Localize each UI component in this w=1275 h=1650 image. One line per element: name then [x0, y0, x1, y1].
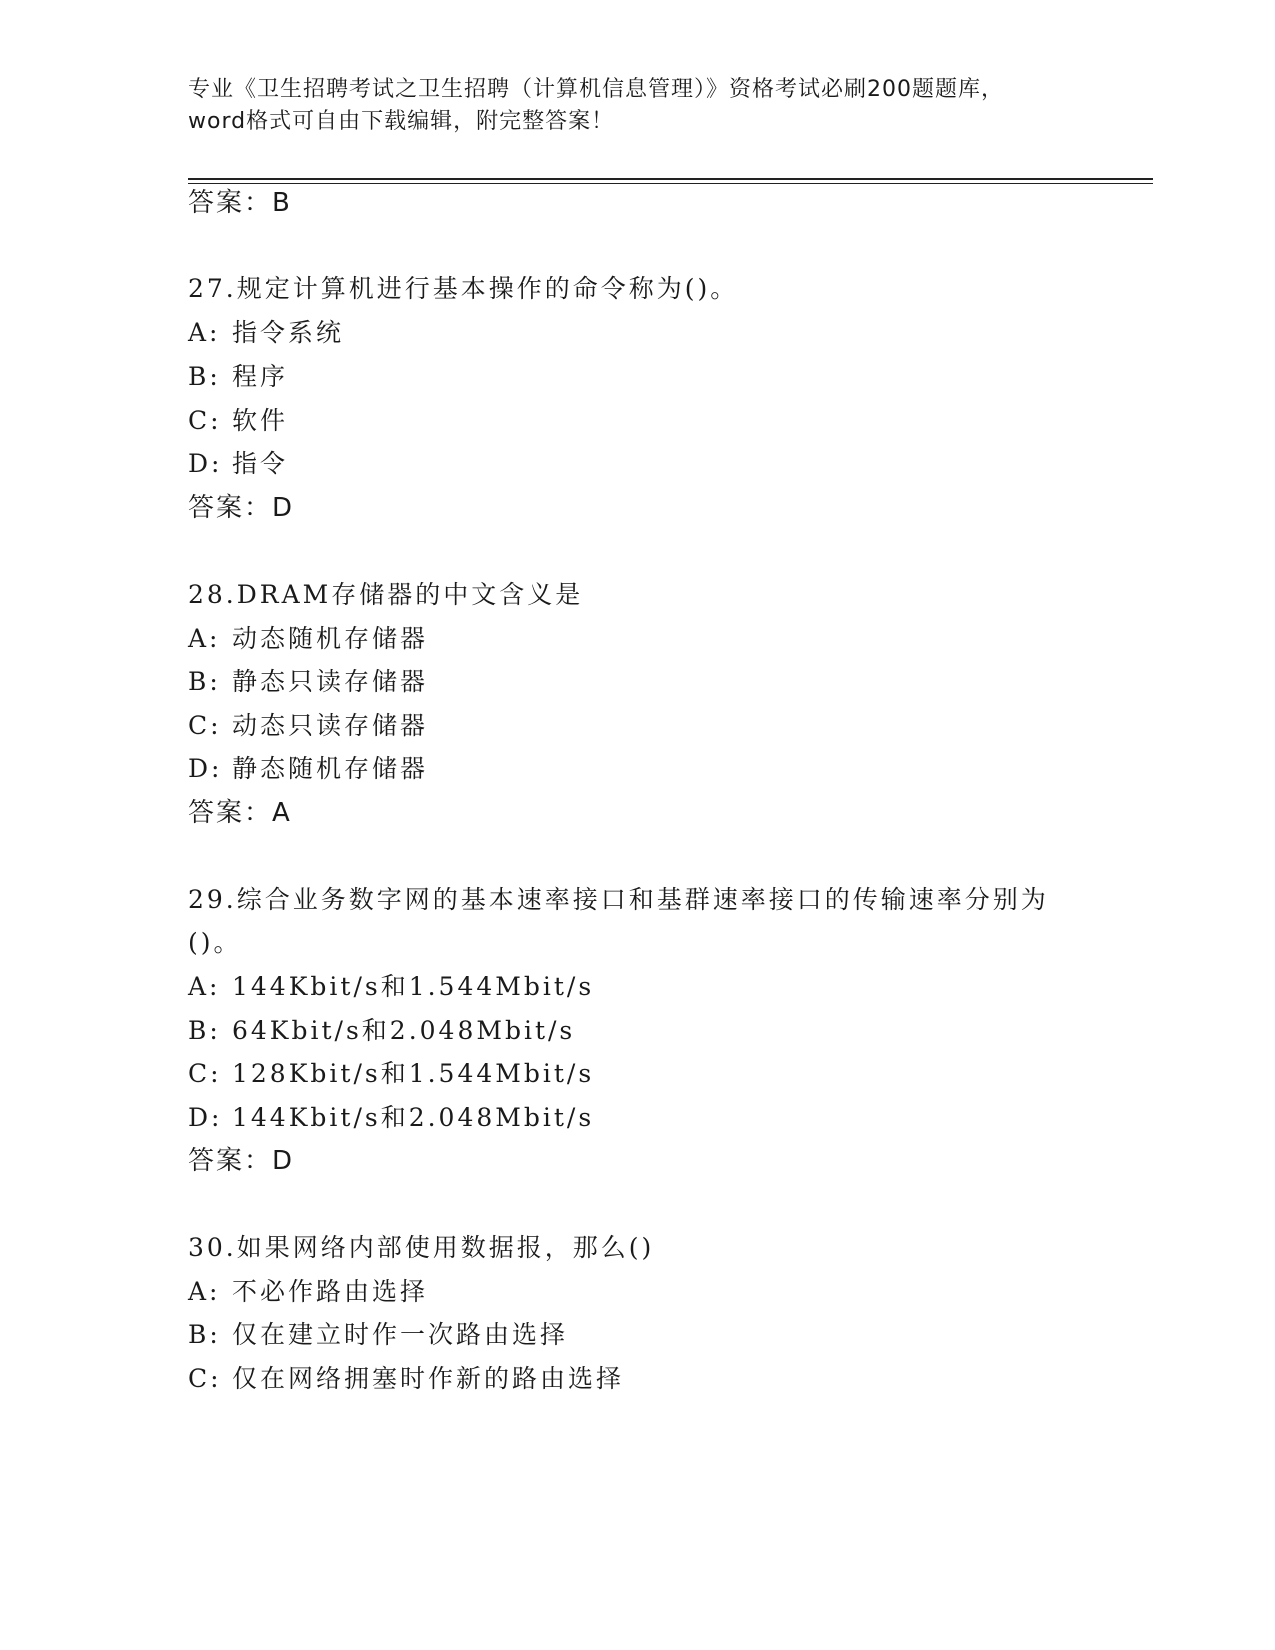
option-label: D:	[188, 1103, 223, 1132]
option-label: D:	[188, 449, 223, 478]
question-28-answer: 答案：A	[188, 798, 292, 828]
option-text: 64Kbit/s和2.048Mbit/s	[232, 1016, 576, 1045]
question-27-answer: 答案：D	[188, 493, 295, 523]
option-label: B:	[188, 1320, 221, 1349]
question-29-option-a	[188, 972, 594, 1002]
option-label: C:	[188, 1059, 222, 1088]
question-29-text-line-2: ()。	[188, 928, 242, 957]
option-text: 静态只读存储器	[232, 667, 429, 696]
question-28-option-b	[188, 667, 428, 697]
header-title-line-2: word格式可自由下载编辑，附完整答案！	[188, 109, 615, 134]
previous-answer: 答案：B	[188, 188, 292, 218]
question-27-text: 27.规定计算机进行基本操作的命令称为()。	[188, 274, 739, 303]
option-text: 128Kbit/s和1.544Mbit/s	[232, 1059, 595, 1088]
option-label: B:	[188, 667, 221, 696]
option-text: 不必作路由选择	[232, 1277, 429, 1306]
option-text: 仅在网络拥塞时作新的路由选择	[232, 1364, 625, 1393]
question-27-option-b	[188, 362, 288, 392]
option-label: A:	[188, 624, 221, 653]
option-text: 动态随机存储器	[232, 624, 429, 653]
option-label: B:	[188, 362, 221, 391]
question-29-text-line-1: 29.综合业务数字网的基本速率接口和基群速率接口的传输速率分别为	[188, 885, 1049, 914]
option-label: B:	[188, 1016, 221, 1045]
option-label: C:	[188, 406, 222, 435]
question-27-option-a	[188, 318, 344, 348]
question-27-option-d	[188, 449, 288, 479]
option-text: 动态只读存储器	[232, 711, 429, 740]
document-header	[188, 74, 1088, 138]
option-label: A:	[188, 1277, 221, 1306]
question-29-answer: 答案：D	[188, 1146, 295, 1176]
option-text: 指令	[232, 449, 289, 478]
question-29-option-d	[188, 1103, 594, 1133]
question-30-option-c	[188, 1364, 624, 1394]
question-29-option-b	[188, 1016, 575, 1046]
option-text: 静态随机存储器	[232, 754, 429, 783]
header-divider	[188, 178, 1153, 184]
option-text: 指令系统	[232, 318, 345, 347]
question-30-option-a	[188, 1277, 428, 1307]
option-text: 软件	[232, 406, 289, 435]
option-text: 144Kbit/s和1.544Mbit/s	[232, 972, 595, 1001]
option-label: C:	[188, 1364, 222, 1393]
header-title-line-1: 专业《卫生招聘考试之卫生招聘（计算机信息管理）》资格考试必刷200题题库，	[188, 77, 1004, 102]
question-27-option-c	[188, 406, 288, 436]
question-28-text: 28.DRAM存储器的中文含义是	[188, 580, 584, 609]
option-label: C:	[188, 711, 222, 740]
question-30-option-b	[188, 1320, 568, 1350]
option-label: A:	[188, 318, 221, 347]
option-label: D:	[188, 754, 223, 783]
question-29-option-c	[188, 1059, 594, 1089]
question-28-option-a	[188, 624, 428, 654]
question-28-option-d	[188, 754, 428, 784]
option-text: 144Kbit/s和2.048Mbit/s	[232, 1103, 595, 1132]
question-28-option-c	[188, 711, 428, 741]
option-text: 仅在建立时作一次路由选择	[232, 1320, 569, 1349]
option-label: A:	[188, 972, 221, 1001]
option-text: 程序	[232, 362, 289, 391]
question-30-text: 30.如果网络内部使用数据报，那么()	[188, 1233, 655, 1262]
